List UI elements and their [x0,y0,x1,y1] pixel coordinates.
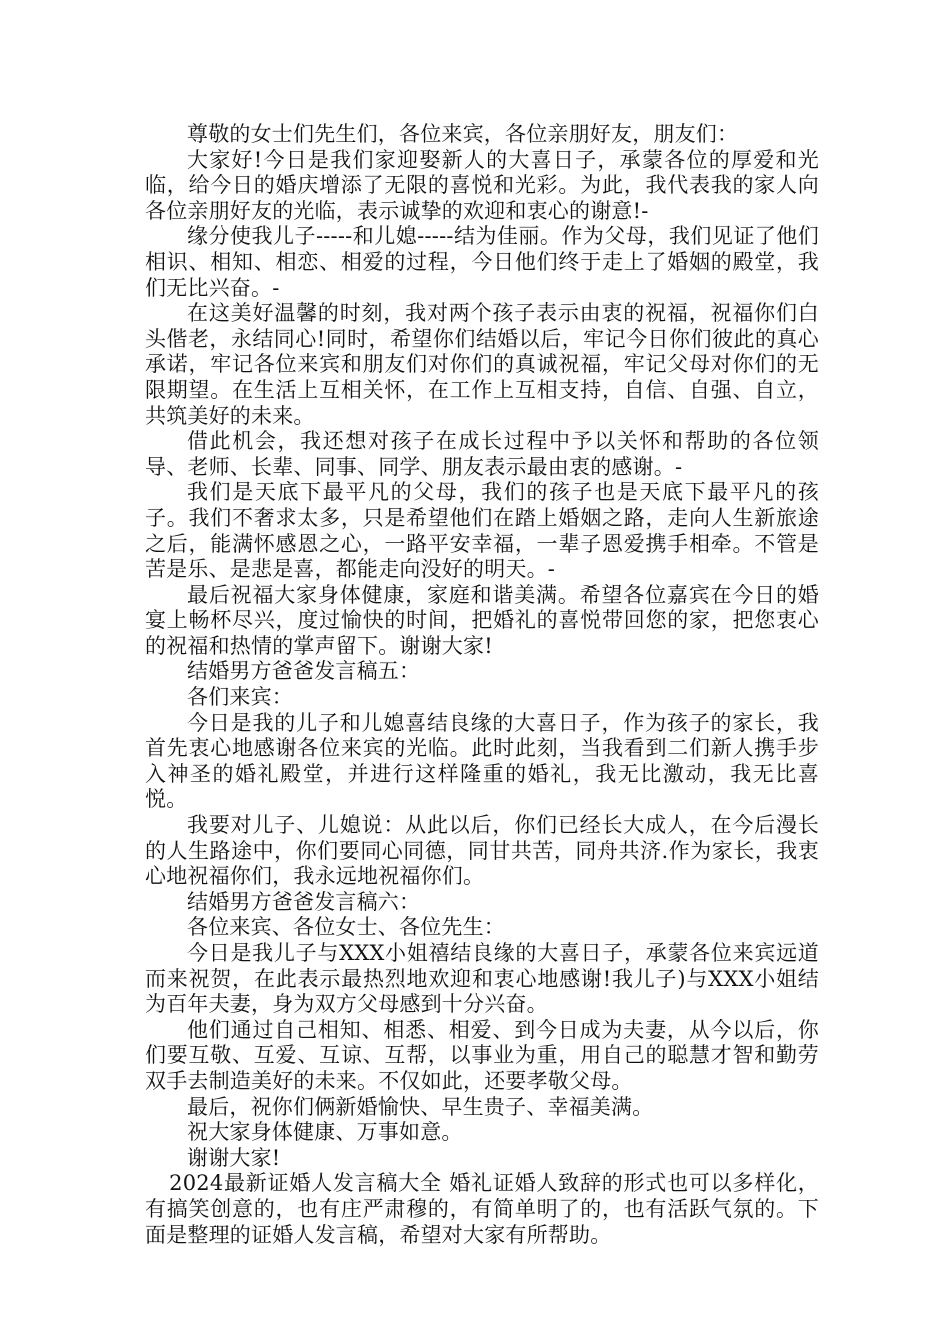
body-paragraph: 缘分使我儿子-----和儿媳-----结为佳丽。作为父母，我们见证了他们相识、相知、相恋、相爱的过程，今日他们终于走上了婚姻的殿堂，我们无比兴奋。- [145,224,819,300]
body-paragraph: 大家好!今日是我们家迎娶新人的大喜日子，承蒙各位的厚爱和光临，给今日的婚庆增添了无限的喜悦和光彩。为此，我代表我的家人向各位亲朋好友的光临，表示诚挚的欢迎和衷心的谢意!- [145,147,819,223]
body-paragraph: 最后，祝你们俩新婚愉快、早生贵子、幸福美满。 [187,1094,654,1119]
document-body [145,122,819,1248]
intro-paragraph: 2024最新证婚人发言稿大全 婚礼证婚人致辞的形式也可以多样化，有搞笑创意的，也有庄严肃穆的，有简单明了的，也有活跃气氛的。下面是整理的证婚人发言稿，希望对大家有所帮助。 [145,1171,819,1247]
salutation: 各们来宾： [187,685,293,710]
salutation: 各位来宾、各位女士、各位先生： [187,915,505,940]
section-heading: 结婚男方爸爸发言稿五： [187,659,421,684]
section-heading: 结婚男方爸爸发言稿六： [187,889,421,914]
body-paragraph: 我要对儿子、儿媳说：从此以后，你们已经长大成人，在今后漫长的人生路途中，你们要同心同德，同甘共苦，同舟共济.作为家长，我衷心地祝福你们，我永远地祝福你们。 [145,813,819,889]
closing-line: 谢谢大家! [187,1145,281,1170]
body-paragraph: 祝大家身体健康、万事如意。 [187,1120,463,1145]
greeting-paragraph: 尊敬的女士们先生们，各位来宾，各位亲朋好友，朋友们： [187,122,739,146]
body-paragraph: 我们是天底下最平凡的父母，我们的孩子也是天底下最平凡的孩子。我们不奢求太多，只是希望他们在踏上婚姻之路，走向人生新旅途之后，能满怀感恩之心，一路平安幸福，一辈子恩爱携手相牵。不管是苦是乐、是悲是喜，都能走向没好的明天。- [145,480,819,582]
body-paragraph: 他们通过自己相知、相悉、相爱、到今日成为夫妻，从今以后，你们要互敬、互爱、互谅、互帮，以事业为重，用自己的聪慧才智和勤劳双手去制造美好的未来。不仅如此，还要孝敬父母。 [145,1017,819,1093]
body-paragraph: 借此机会，我还想对孩子在成长过程中予以关怀和帮助的各位领导、老师、长辈、同事、同学、朋友表示最由衷的感谢。- [145,429,819,479]
body-paragraph: 今日是我儿子与XXX小姐禧结良缘的大喜日子，承蒙各位来宾远道而来祝贺，在此表示最热烈地欢迎和衷心地感谢!我儿子)与XXX小姐结为百年夫妻，身为双方父母感到十分兴奋。 [145,941,819,1017]
body-paragraph: 今日是我的儿子和儿媳喜结良缘的大喜日子，作为孩子的家长，我首先衷心地感谢各位来宾的光临。此时此刻，当我看到二们新人携手步入神圣的婚礼殿堂，并进行这样隆重的婚礼，我无比激动，我无比喜悦。 [145,710,819,812]
body-paragraph: 最后祝福大家身体健康，家庭和谐美满。希望各位嘉宾在今日的婚宴上畅杯尽兴，度过愉快的时间，把婚礼的喜悦带回您的家，把您衷心的祝福和热情的掌声留下。谢谢大家! [145,582,819,658]
body-paragraph: 在这美好温馨的时刻，我对两个孩子表示由衷的祝福，祝福你们白头偕老，永结同心!同时，希望你们结婚以后，牢记今日你们彼此的真心承诺，牢记各位来宾和朋友们对你们的真诚祝福，牢记父母对你们的无限期望。在生活上互相关怀，在工作上互相支持，自信、自强、自立，共筑美好的未来。 [145,301,819,428]
